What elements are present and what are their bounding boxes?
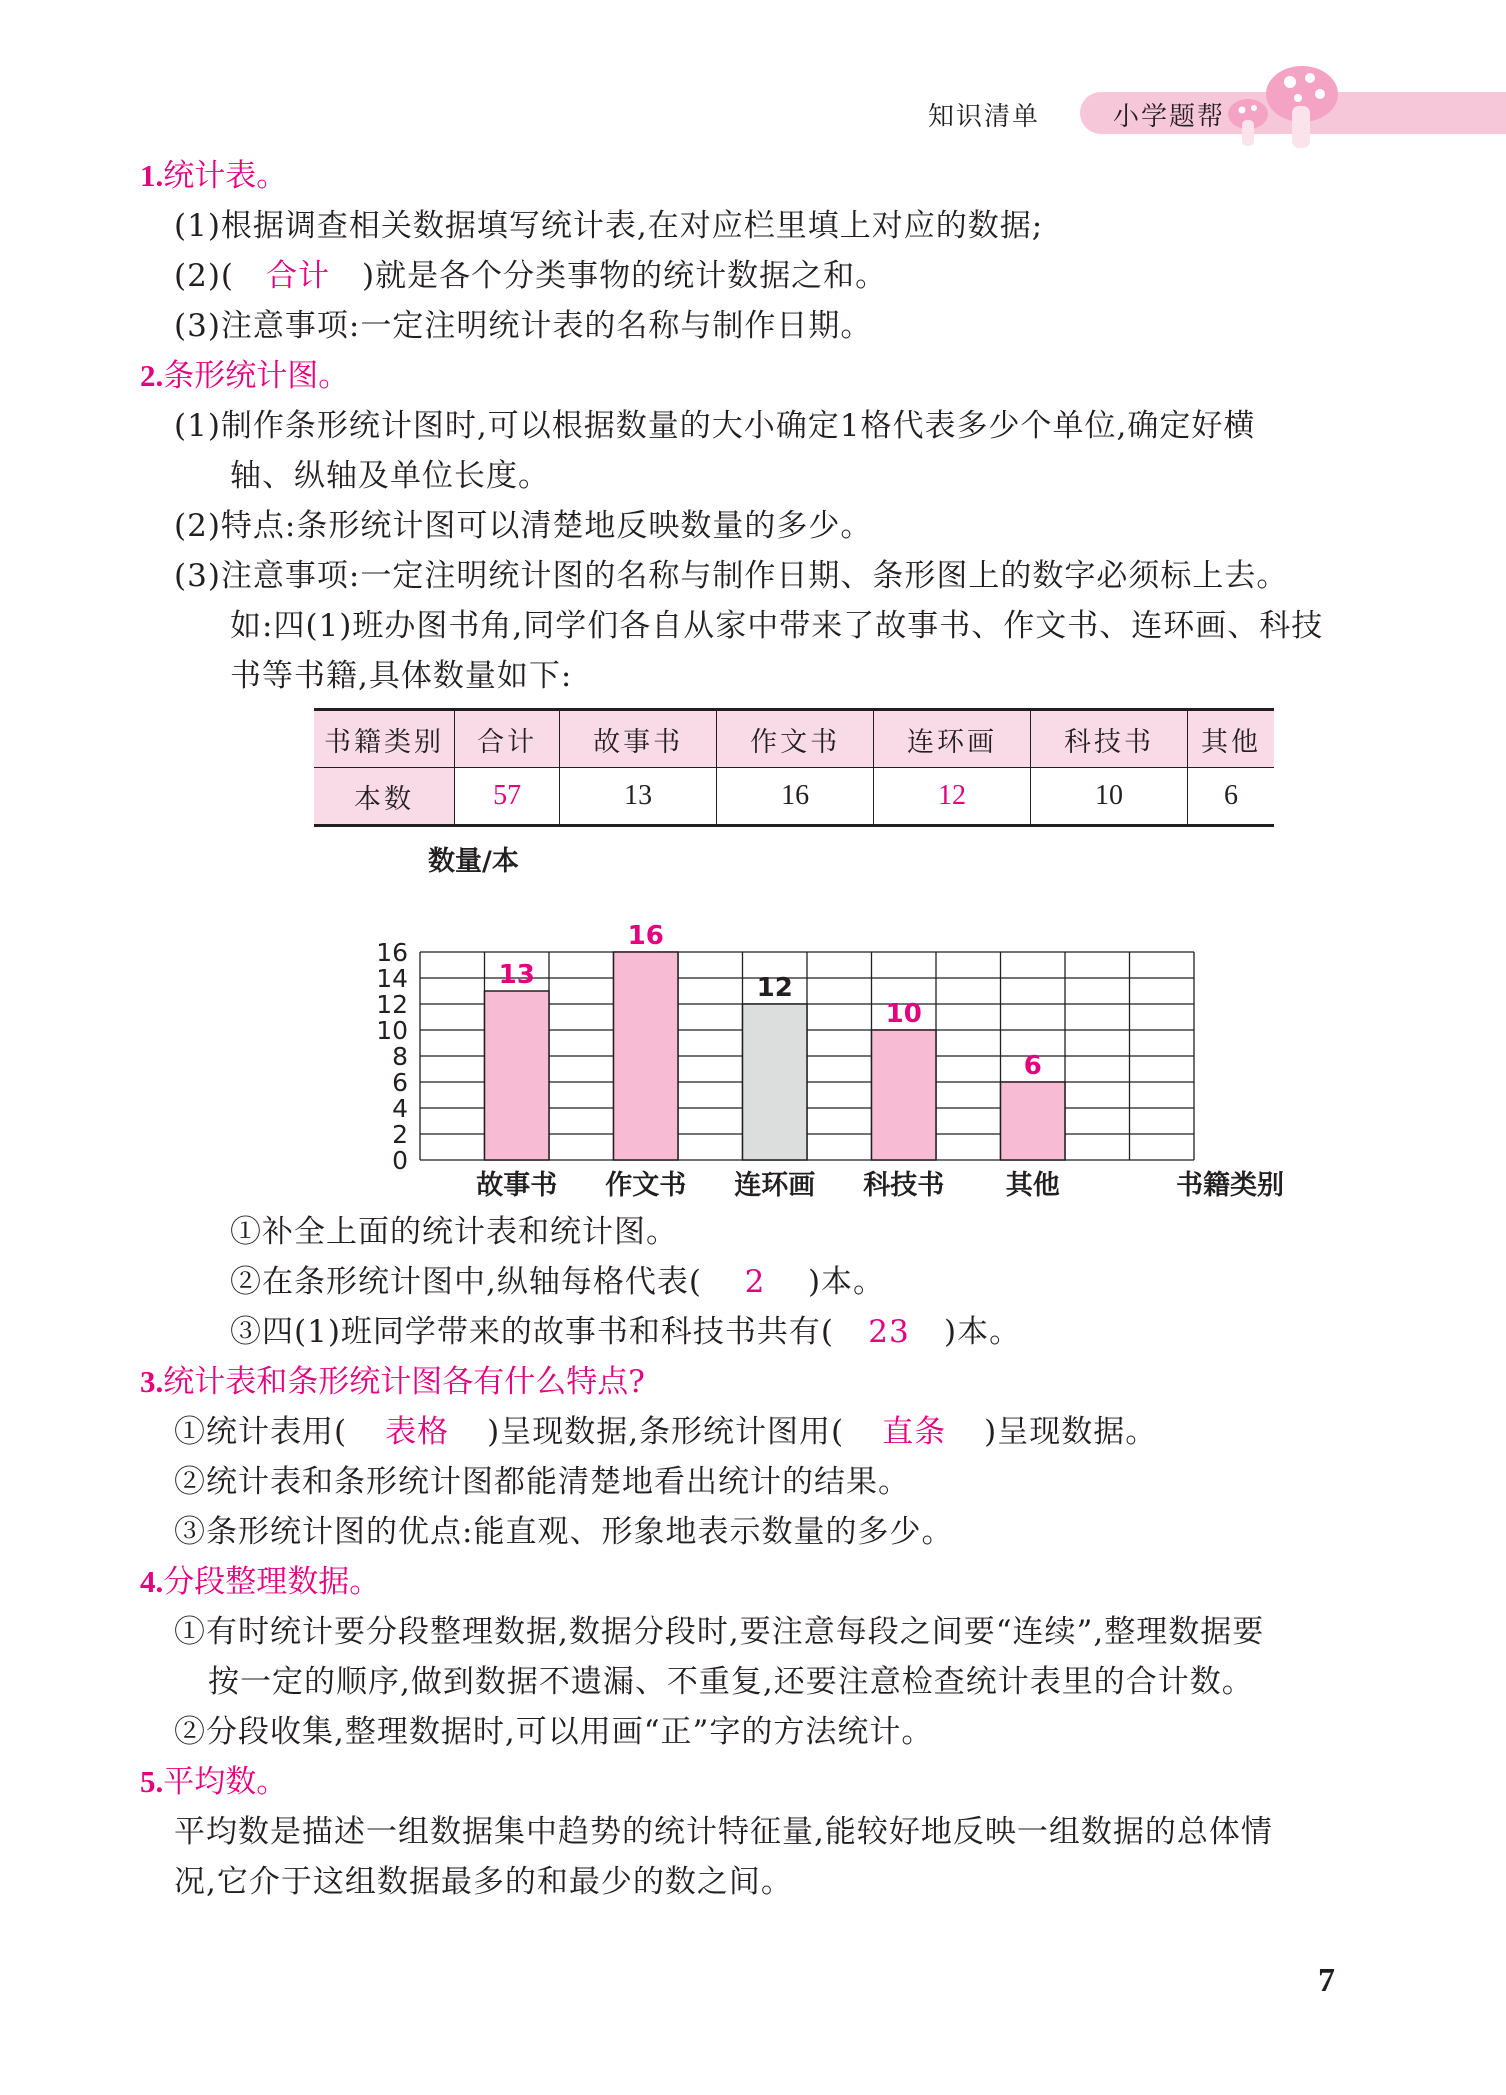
section-2-heading: [140, 356, 349, 396]
s2-line-3: (3)注意事项:一定注明统计图的名称与制作日期、条形图上的数字必须标上去。: [174, 558, 1289, 594]
y-axis-label: 数量/本: [428, 846, 519, 877]
page-number: 7: [1318, 1962, 1335, 1999]
text: )呈现数据。: [984, 1414, 1158, 1450]
table-row-head: 本数: [314, 768, 455, 826]
s1-line-1: (1)根据调查相关数据填写统计表,在对应栏里填上对应的数据;: [174, 208, 1044, 244]
table-header-cell: 书籍类别: [314, 710, 455, 768]
s5-line-1: 平均数是描述一组数据集中趋势的统计特征量,能较好地反映一组数据的总体情: [174, 1814, 1273, 1850]
header-section-title: 知识清单: [928, 102, 1041, 132]
x-category-label: 故事书: [476, 1170, 558, 1201]
s3-line-1: [174, 1412, 1157, 1452]
bar: [743, 1004, 808, 1160]
bar-data-label: 12: [756, 973, 793, 1003]
s3-line-3: ③条形统计图的优点:能直观、形象地表示数量的多少。: [174, 1514, 954, 1550]
bar-data-label: 10: [885, 999, 922, 1029]
bar-data-label: 13: [498, 960, 535, 990]
text: ①统计表用(: [174, 1414, 348, 1450]
table-header-cell: 连环画: [874, 710, 1031, 768]
s2-question-3: [230, 1312, 1021, 1352]
y-tick-label: 16: [376, 938, 408, 967]
table-cell-answer: 57: [455, 768, 560, 826]
y-tick-label: 10: [376, 1016, 408, 1045]
mushroom-icon: [1222, 56, 1342, 156]
x-category-label: 其他: [1005, 1170, 1060, 1201]
y-tick-label: 4: [392, 1094, 408, 1123]
answer-blank: 表格: [385, 1414, 450, 1450]
table-header-cell: 科技书: [1031, 710, 1188, 768]
s4-line-2: ②分段收集,整理数据时,可以用画“正”字的方法统计。: [174, 1714, 934, 1750]
table-header-row: [314, 710, 1274, 768]
s2-line-1b: 轴、纵轴及单位长度。: [230, 458, 550, 494]
s2-line-1a: (1)制作条形统计图时,可以根据数量的大小确定1格代表多少个单位,确定好横: [174, 408, 1256, 444]
section-4-heading: [140, 1562, 380, 1602]
y-tick-label: 0: [392, 1146, 408, 1175]
x-category-label: 科技书: [863, 1170, 945, 1201]
table-cell-answer: 12: [874, 768, 1031, 826]
table-cell: 6: [1188, 768, 1275, 826]
s5-line-2: 况,它介于这组数据最多的和最少的数之间。: [174, 1864, 793, 1900]
s2-example-1: 如:四(1)班办图书角,同学们各自从家中带来了故事书、作文书、连环画、科技: [230, 608, 1324, 644]
text: (2)(: [174, 258, 235, 294]
answer-blank: 合计: [266, 258, 331, 294]
y-tick-label: 2: [392, 1120, 408, 1149]
y-tick-label: 12: [376, 990, 408, 1019]
bar: [1001, 1082, 1066, 1160]
table-cell: 16: [717, 768, 874, 826]
table-cell: 13: [560, 768, 717, 826]
section-title: 统计表和条形统计图各有什么特点?: [163, 1364, 645, 1400]
table-header-cell: 合计: [455, 710, 560, 768]
table-header-cell: 其他: [1188, 710, 1275, 768]
text: )呈现数据,条形统计图用(: [487, 1414, 845, 1450]
section-title: 条形统计图。: [163, 358, 350, 394]
table-header-cell: 故事书: [560, 710, 717, 768]
statistics-table: [314, 708, 1274, 827]
section-number: 3.: [140, 1364, 164, 1399]
section-number: 2.: [140, 358, 164, 393]
x-category-label: 作文书: [605, 1170, 687, 1201]
answer-blank: 2: [744, 1264, 766, 1300]
section-number: 1.: [140, 158, 164, 193]
s3-line-2: ②统计表和条形统计图都能清楚地看出统计的结果。: [174, 1464, 910, 1500]
y-tick-label: 8: [392, 1042, 408, 1071]
bar: [872, 1030, 937, 1160]
section-1-heading: [140, 156, 287, 196]
y-tick-label: 14: [376, 964, 408, 993]
section-number: 5.: [140, 1764, 164, 1799]
answer-blank: 直条: [882, 1414, 947, 1450]
section-number: 4.: [140, 1564, 164, 1599]
s4-line-1a: ①有时统计要分段整理数据,数据分段时,要注意每段之间要“连续”,整理数据要: [174, 1614, 1265, 1650]
bar-data-label: 16: [627, 921, 664, 951]
bar: [485, 991, 550, 1160]
section-title: 平均数。: [163, 1764, 288, 1800]
y-tick-label: 6: [392, 1068, 408, 1097]
header-app-name: 小学题帮: [1113, 102, 1226, 132]
section-title: 统计表。: [163, 158, 288, 194]
answer-blank: 23: [868, 1314, 910, 1350]
section-5-heading: [140, 1762, 287, 1802]
section-title: 分段整理数据。: [163, 1564, 381, 1600]
s2-example-2: 书等书籍,具体数量如下:: [230, 658, 573, 694]
section-3-heading: [140, 1362, 645, 1402]
text: )本。: [807, 1264, 886, 1300]
text: ②在条形统计图中,纵轴每格代表(: [230, 1264, 702, 1300]
table-row: [314, 768, 1274, 826]
x-axis-label: 书籍类别: [1176, 1170, 1284, 1201]
table-cell: 10: [1031, 768, 1188, 826]
s2-question-2: [230, 1262, 885, 1302]
s2-line-2: (2)特点:条形统计图可以清楚地反映数量的多少。: [174, 508, 873, 544]
bar-data-label: 6: [1023, 1051, 1042, 1081]
bar-chart: [360, 838, 1284, 1218]
bar: [614, 952, 679, 1160]
text: )本。: [944, 1314, 1022, 1350]
text: ③四(1)班同学带来的故事书和科技书共有(: [230, 1314, 835, 1350]
s4-line-1b: 按一定的顺序,做到数据不遗漏、不重复,还要注意检查统计表里的合计数。: [208, 1664, 1254, 1700]
table-header-cell: 作文书: [717, 710, 874, 768]
s1-line-3: (3)注意事项:一定注明统计表的名称与制作日期。: [174, 308, 873, 344]
s1-line-2: [174, 256, 887, 296]
x-category-label: 连环画: [734, 1170, 816, 1201]
text: )就是各个分类事物的统计数据之和。: [362, 258, 888, 294]
s2-question-1: ①补全上面的统计表和统计图。: [230, 1214, 678, 1250]
